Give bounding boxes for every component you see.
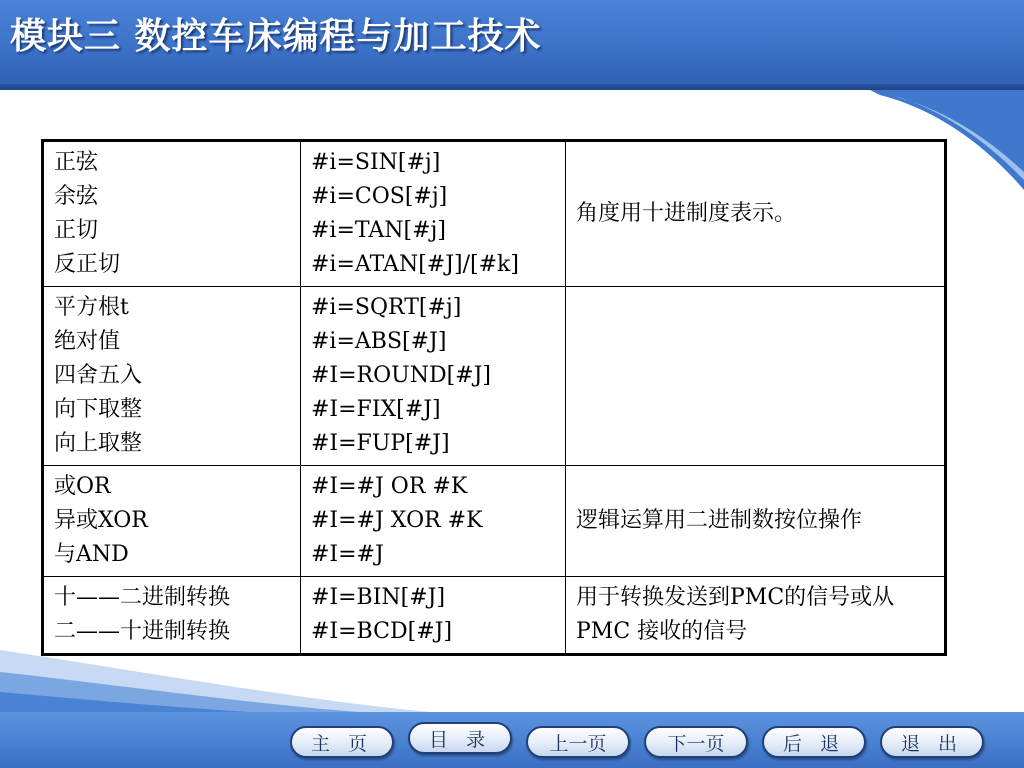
table-row	[43, 141, 946, 287]
format-cell: #i=SQRT[#j] #i=ABS[#J] #I=ROUND[#J] #I=FIX[#J] #I=FUP[#J]	[301, 287, 566, 466]
function-name-cell: 平方根t 绝对值 四舍五入 向下取整 向上取整	[43, 287, 301, 466]
table-row	[43, 287, 946, 466]
back-button[interactable]: 后 退	[762, 726, 866, 758]
note-cell: 角度用十进制度表示。	[566, 141, 946, 287]
note-cell: 用于转换发送到PMC的信号或从PMC 接收的信号	[566, 577, 946, 655]
format-cell: #i=SIN[#j] #i=COS[#j] #i=TAN[#j] #i=ATAN[#J]/[#k]	[301, 141, 566, 287]
function-name-cell: 或OR 异或XOR 与AND	[43, 466, 301, 577]
exit-button[interactable]: 退 出	[880, 726, 984, 758]
note-cell: 逻辑运算用二进制数按位操作	[566, 466, 946, 577]
home-button[interactable]: 主 页	[290, 726, 394, 758]
note-cell	[566, 287, 946, 466]
format-cell: #I=BIN[#J] #I=BCD[#J]	[301, 577, 566, 655]
table-row	[43, 466, 946, 577]
format-cell: #I=#J OR #K #I=#J XOR #K #I=#J	[301, 466, 566, 577]
function-name-cell: 十——二进制转换 二——十进制转换	[43, 577, 301, 655]
navigation-bar	[290, 726, 984, 760]
function-name-cell: 正弦 余弦 正切 反正切	[43, 141, 301, 287]
previous-page-button[interactable]: 上一页	[526, 726, 630, 758]
math-functions-table	[41, 139, 947, 656]
table-row	[43, 577, 946, 655]
next-page-button[interactable]: 下一页	[644, 726, 748, 758]
page-title: 模块三 数控车床编程与加工技术	[10, 16, 542, 57]
contents-button[interactable]: 目 录	[408, 722, 512, 754]
